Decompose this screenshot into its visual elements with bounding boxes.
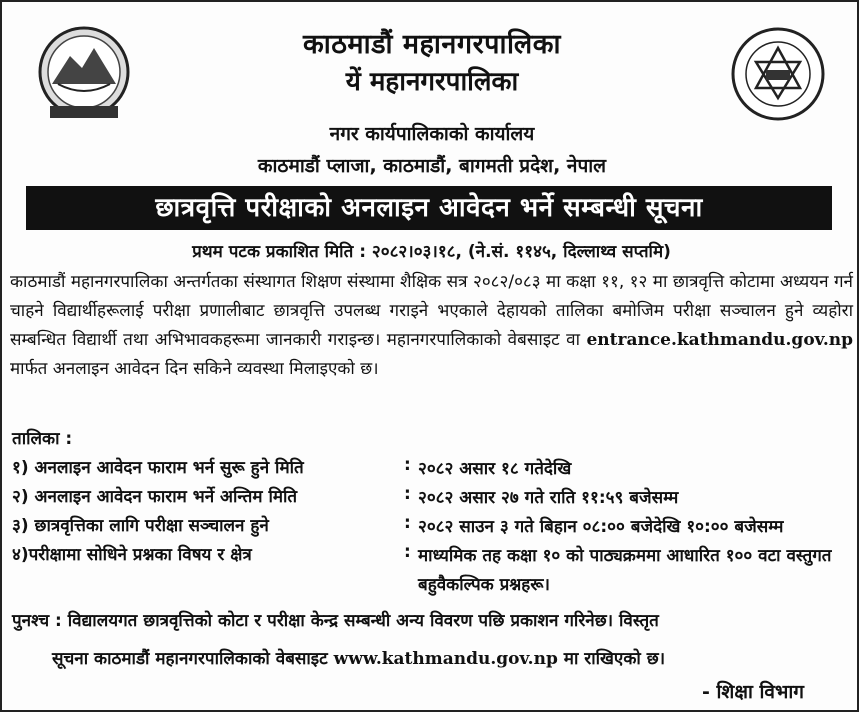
kathmandu-url-link[interactable]: www.kathmandu.gov.np [333,649,558,669]
postscript-line-1: पुनश्च : विद्यालयगत छात्रवृत्तिको कोटा र परीक्षा केन्द्र सम्बन्धी अन्य विवरण पछि प्रकाशन गरिनेछ। विस्तृत [12,611,659,631]
entrance-url-link[interactable]: entrance.kathmandu.gov.np [586,330,853,350]
schedule-row-value: २०८२ साउन ३ गते बिहान ०८:०० बजेदेखि १०:०० बजेसम्म [418,517,784,537]
postscript [12,602,852,678]
schedule-row-value: २०८२ असार १८ गतेदेखि [418,459,572,479]
schedule-colon: : [404,542,411,562]
signature-department: - शिक्षा विभाग [702,681,804,703]
schedule-row-label: १) अनलाइन आवेदन फाराम भर्न सुरू हुने मिति [12,458,304,478]
org-name-newari: यें महानगरपालिका [345,67,519,97]
postscript-line-2 [12,640,852,678]
schedule-row [12,455,852,484]
body-text-2: मार्फत अनलाइन आवेदन दिन सकिने व्यवस्था मिलाइएको छ। [10,359,379,379]
schedule-colon: : [404,484,411,504]
schedule-row-label: ४)परीक्षामा सोधिने प्रश्नका विषय र क्षेत्र [12,545,252,565]
published-date: प्रथम पटक प्रकाशित मिति : २०८२।०३।१८, (ने.सं. ११४५, दिल्लाथ्व सप्तमि) [192,242,671,262]
postscript-text: सूचना काठमाडौं महानगरपालिकाको वेबसाइट [52,649,328,669]
schedule-row [12,484,852,513]
body-text-1: काठमाडौं महानगरपालिका अन्तर्गतका संस्थागत शिक्षण संस्थामा शैक्षिक सत्र २०८२/०८३ मा कक्षा ११, १२ मा छात्रवृत्ति कोटामा अध्ययन गर्न चाहने विद्यार्थीहरूलाई परीक्षा प्रणालीबाट छात्रवृत्ति उपलब्ध गराइने भएकाले देहायको तालिका बमोजिम परीक्षा सञ्चालन हुने व्यहोरा सम्बन्धित विद्यार्थी तथा अभिभावकहरूमा जानकारी गराइन्छ। महानगरपालिकाको वेबसाइट वा [10,272,853,350]
schedule-colon: : [404,455,411,475]
schedule-row-label: २) अनलाइन आवेदन फाराम भर्ने अन्तिम मिति [12,487,298,507]
schedule-colon: : [404,513,411,533]
office-address: काठमाडौं प्लाजा, काठमाडौं, बागमती प्रदेश, नेपाल [257,155,607,177]
schedule-row-label: ३) छात्रवृत्तिका लागि परीक्षा सञ्चालन हुने [12,516,269,536]
schedule-row-value: २०८२ असार २७ गते राति ११:५९ बजेसम्म [418,488,679,508]
notice-body [10,268,853,384]
nepal-emblem-icon [32,22,136,126]
kathmandu-metropolitan-seal-icon [730,26,826,122]
schedule-row-value: माध्यमिक तह कक्षा १० को पाठ्यक्रममा आधारित १०० वटा वस्तुगत बहुवैकल्पिक प्रश्नहरू। [418,546,832,595]
org-name: काठमाडौं महानगरपालिका [303,29,561,60]
schedule-row [12,513,852,542]
schedule-label: तालिका : [12,429,73,449]
notice-title: छात्रवृत्ति परीक्षाको अनलाइन आवेदन भर्ने सम्बन्धी सूचना [26,186,832,230]
postscript-text-end: मा राखिएको छ। [563,649,666,669]
schedule-row [12,542,852,600]
office-name: नगर कार्यपालिकाको कार्यालय [329,123,535,145]
